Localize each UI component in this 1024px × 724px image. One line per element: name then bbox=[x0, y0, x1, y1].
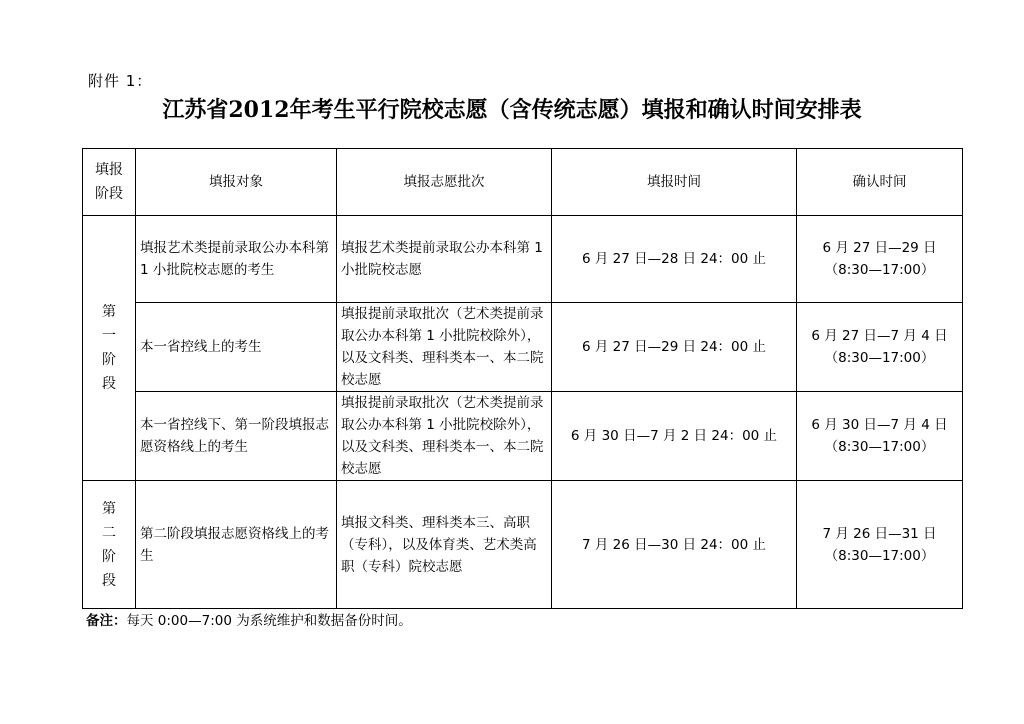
target-cell: 填报艺术类提前录取公办本科第 1 小批院校志愿的考生 bbox=[136, 216, 337, 303]
header-fill-time: 填报时间 bbox=[552, 149, 797, 216]
confirm-time-cell bbox=[797, 392, 963, 481]
header-batch: 填报志愿批次 bbox=[337, 149, 552, 216]
batch-cell: 填报提前录取批次（艺术类提前录取公办本科第 1 小批院校除外），以及文科类、理科类本一、本二院校志愿 bbox=[337, 392, 552, 481]
confirm-date: 6 月 27 日—29 日 bbox=[822, 240, 937, 256]
confirm-time-cell bbox=[797, 216, 963, 303]
fill-time-cell: 6 月 30 日—7 月 2 日 24：00 止 bbox=[552, 392, 797, 481]
target-cell: 本一省控线上的考生 bbox=[136, 303, 337, 392]
table-row bbox=[83, 303, 963, 392]
fill-time-cell: 6 月 27 日—29 日 24：00 止 bbox=[552, 303, 797, 392]
stage-char: 一 bbox=[102, 328, 116, 344]
confirm-time-cell bbox=[797, 303, 963, 392]
document-title: 江苏省2012年考生平行院校志愿（含传统志愿）填报和确认时间安排表 bbox=[162, 97, 862, 123]
schedule-table bbox=[82, 148, 963, 609]
table-row bbox=[83, 392, 963, 481]
confirm-hours: （8:30—17:00） bbox=[824, 547, 935, 564]
confirm-date: 6 月 27 日—7 月 4 日 bbox=[811, 328, 948, 344]
confirm-date: 7 月 26 日—31 日 bbox=[822, 525, 937, 542]
footnote-text: 每天 0:00—7:00 为系统维护和数据备份时间。 bbox=[126, 613, 412, 629]
confirm-time-cell bbox=[797, 481, 963, 609]
batch-cell: 填报文科类、理科类本三、高职（专科），以及体育类、艺术类高职（专科）院校志愿 bbox=[337, 481, 552, 609]
stage-two-cell bbox=[83, 481, 136, 609]
confirm-hours: （8:30—17:00） bbox=[824, 262, 935, 278]
header-target: 填报对象 bbox=[136, 149, 337, 216]
stage-char: 阶 bbox=[102, 548, 116, 565]
table-row bbox=[83, 216, 963, 303]
header-stage bbox=[83, 149, 136, 216]
target-cell: 第二阶段填报志愿资格线上的考生 bbox=[136, 481, 337, 609]
attachment-label: 附件 1： bbox=[88, 72, 153, 90]
stage-char: 第 bbox=[102, 304, 116, 320]
stage-char: 段 bbox=[102, 376, 116, 392]
stage-char: 阶 bbox=[102, 352, 116, 368]
fill-time-cell: 6 月 27 日—28 日 24：00 止 bbox=[552, 216, 797, 303]
target-cell: 本一省控线下、第一阶段填报志愿资格线上的考生 bbox=[136, 392, 337, 481]
fill-time-cell: 7 月 26 日—30 日 24：00 止 bbox=[552, 481, 797, 609]
batch-cell: 填报提前录取批次（艺术类提前录取公办本科第 1 小批院校除外），以及文科类、理科类本一、本二院校志愿 bbox=[337, 303, 552, 392]
stage-char: 第 bbox=[102, 500, 116, 517]
header-stage-line2: 阶段 bbox=[95, 186, 123, 202]
footnote bbox=[86, 609, 412, 629]
header-confirm-time: 确认时间 bbox=[797, 149, 963, 216]
stage-char: 段 bbox=[102, 572, 116, 589]
confirm-date: 6 月 30 日—7 月 4 日 bbox=[811, 417, 948, 433]
stage-one-cell bbox=[83, 216, 136, 481]
confirm-hours: （8:30—17:00） bbox=[824, 350, 935, 366]
table-header-row bbox=[83, 149, 963, 216]
table-row bbox=[83, 481, 963, 609]
batch-cell: 填报艺术类提前录取公办本科第 1 小批院校志愿 bbox=[337, 216, 552, 303]
stage-char: 二 bbox=[102, 524, 116, 541]
footnote-label: 备注： bbox=[86, 613, 127, 629]
header-stage-line1: 填报 bbox=[95, 162, 123, 178]
confirm-hours: （8:30—17:00） bbox=[824, 439, 935, 455]
